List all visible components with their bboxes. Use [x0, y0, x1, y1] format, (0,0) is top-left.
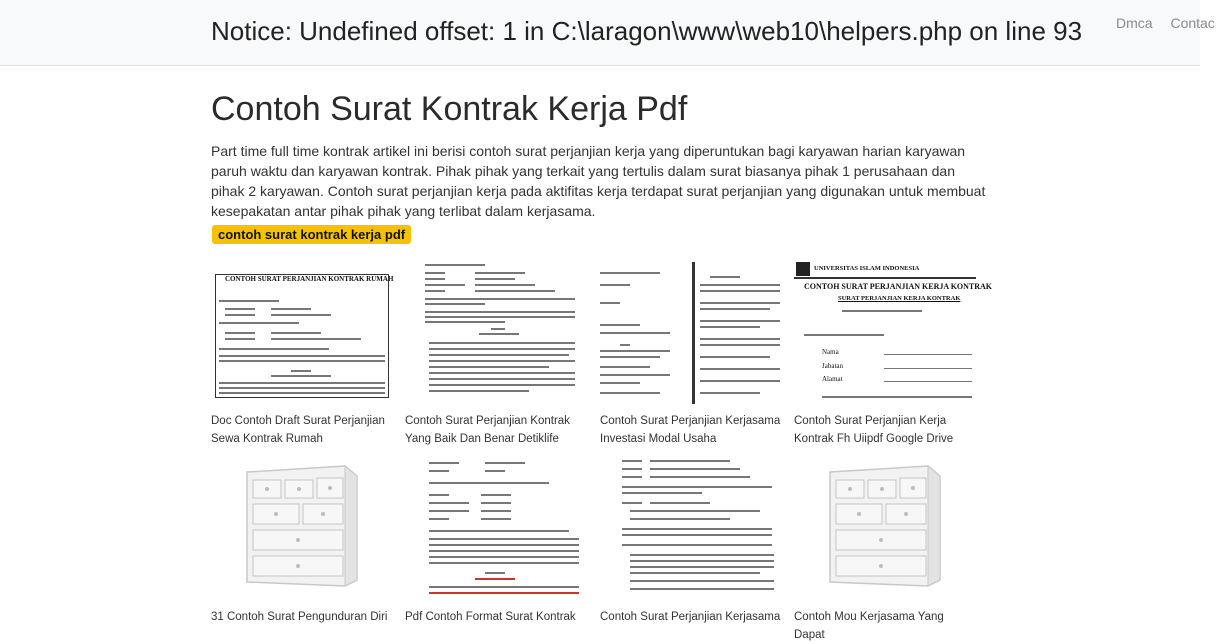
- gallery-item[interactable]: [211, 458, 393, 626]
- thumb-university: UNIVERSITAS ISLAM INDONESIA: [814, 265, 920, 272]
- nav-dmca-link[interactable]: Dmca: [1116, 15, 1153, 31]
- drawer-cabinet-icon: [211, 458, 393, 600]
- document-thumbnail-icon: [794, 262, 993, 404]
- php-notice: Notice: Undefined offset: 1 in C:\laragon\www\web10\helpers.php on line 93: [211, 16, 1083, 46]
- thumb-field: Nama: [822, 348, 839, 356]
- gallery-item[interactable]: [211, 262, 393, 448]
- page-title: Contoh Surat Kontrak Kerja Pdf: [211, 90, 688, 128]
- document-thumbnail-icon: [405, 262, 587, 404]
- gallery-caption[interactable]: 31 Contoh Surat Pengunduran Diri: [211, 611, 388, 623]
- drawer-cabinet-icon: [794, 458, 976, 600]
- gallery-item[interactable]: [794, 458, 976, 644]
- thumb-subtitle: SURAT PERJANJIAN KERJA KONTRAK: [838, 295, 961, 302]
- gallery-item[interactable]: [600, 262, 782, 448]
- gallery-caption[interactable]: Contoh Mou Kerjasama Yang Dapat: [794, 611, 944, 641]
- gallery-item[interactable]: [600, 458, 782, 626]
- thumb-field: Alamat: [822, 375, 843, 383]
- document-thumbnail-icon: [600, 262, 782, 404]
- nav-links: [1116, 15, 1229, 31]
- gallery-caption[interactable]: Contoh Surat Perjanjian Kontrak Yang Baik Dan Benar Detiklife: [405, 415, 570, 445]
- gallery-caption[interactable]: Contoh Surat Perjanjian Kerja Kontrak Fh Uiipdf Google Drive: [794, 415, 954, 445]
- gallery-caption[interactable]: Contoh Surat Perjanjian Kerjasama: [600, 611, 781, 623]
- document-thumbnail-icon: [211, 262, 393, 404]
- gallery-caption[interactable]: Doc Contoh Draft Surat Perjanjian Sewa Kontrak Rumah: [211, 415, 385, 445]
- intro-paragraph: Part time full time kontrak artikel ini berisi contoh surat perjanjian kerja yang diperuntukan bagi karyawan harian karyawan paruh waktu dan karyawan kontrak. Pihak pihak yang terkait yang tertulis dalam surat biasanya pihak 1 perusahaan dan pihak 2 karyawan. Contoh surat perjanjian kerja pada aktifitas kerja terdapat surat perjanjian yang digunakan untuk membuat kesepakatan antar pihak pihak yang terlibat dalam kerjasama.: [211, 143, 986, 219]
- gallery-caption[interactable]: Pdf Contoh Format Surat Kontrak: [405, 611, 576, 623]
- keyword-tag[interactable]: contoh surat kontrak kerja pdf: [212, 225, 411, 244]
- university-logo-icon: [796, 262, 810, 276]
- nav-contact-link[interactable]: Contac: [1170, 15, 1215, 31]
- gallery-item[interactable]: [794, 262, 993, 448]
- gallery-item[interactable]: [405, 262, 587, 448]
- gallery-caption[interactable]: Contoh Surat Perjanjian Kerjasama Investasi Modal Usaha: [600, 415, 781, 445]
- thumb-title: CONTOH SURAT PERJANJIAN KONTRAK RUMAH: [225, 275, 394, 283]
- document-thumbnail-icon: [405, 458, 587, 600]
- thumb-title: CONTOH SURAT PERJANJIAN KERJA KONTRAK: [804, 282, 993, 291]
- top-navbar: [0, 0, 1215, 66]
- thumb-field: Jabatan: [822, 362, 843, 370]
- gallery-item[interactable]: [405, 458, 587, 626]
- document-thumbnail-icon: [600, 458, 782, 600]
